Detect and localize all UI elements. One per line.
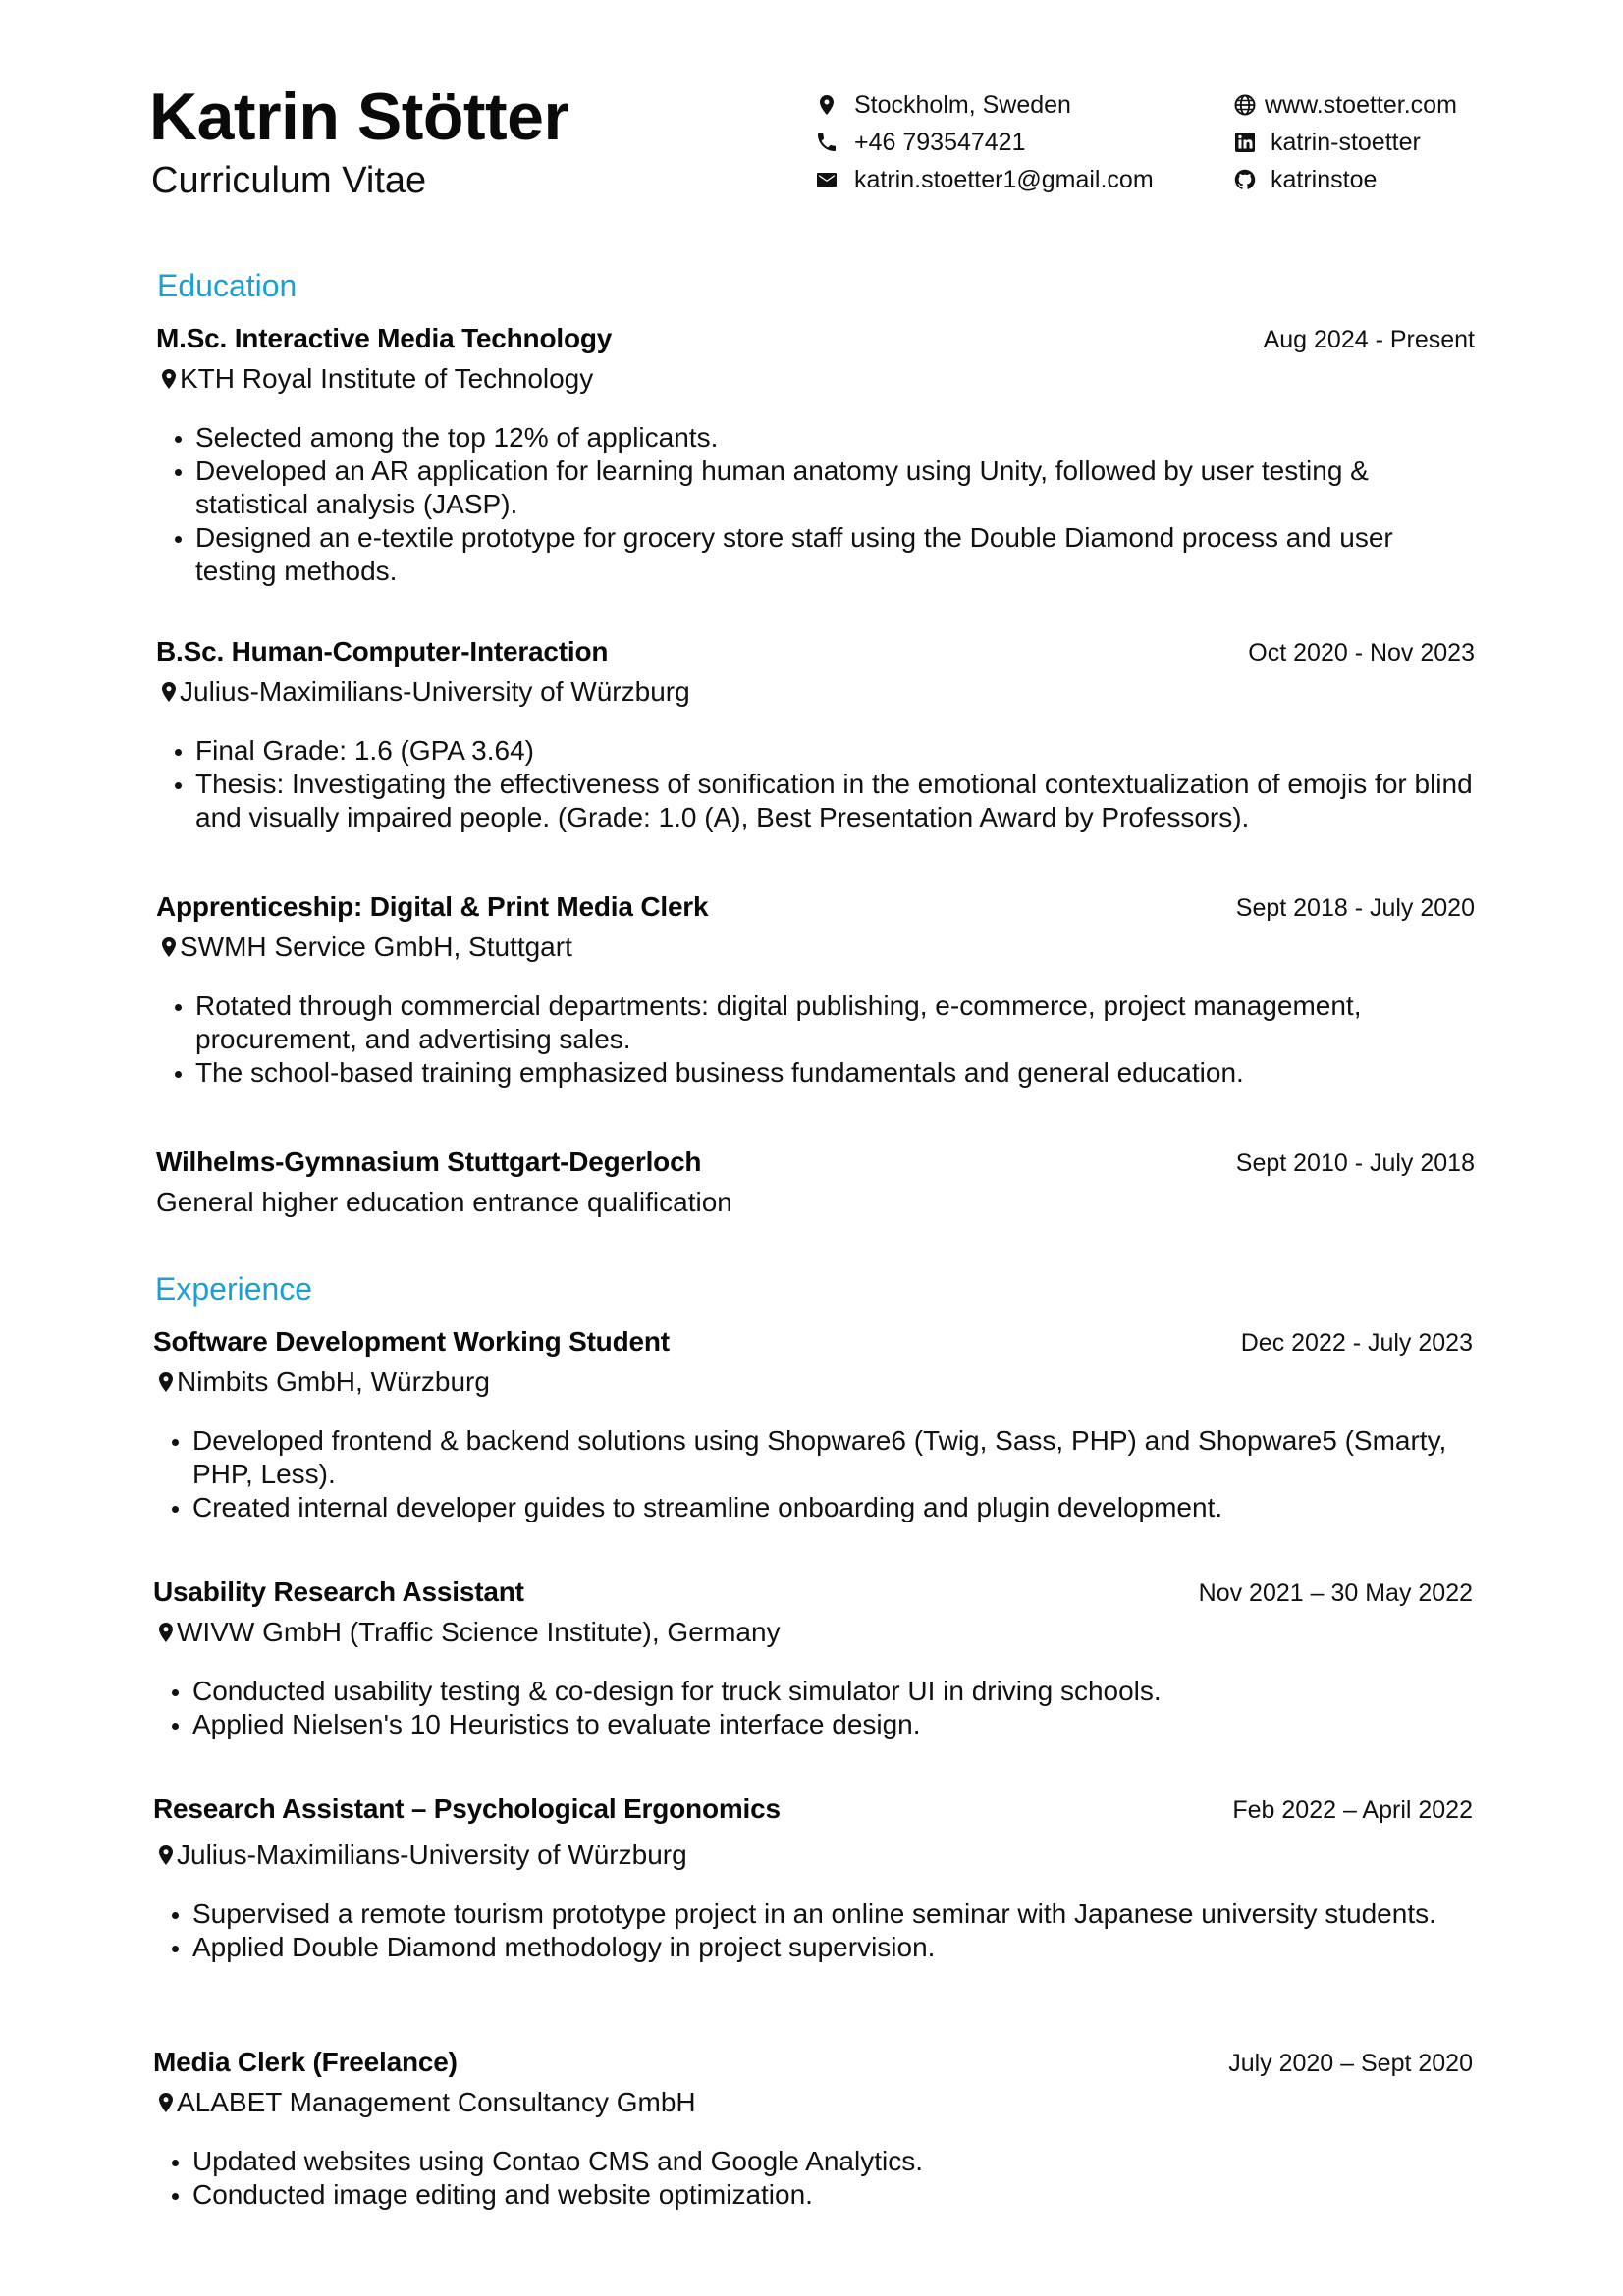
contact-location xyxy=(815,86,1154,124)
contact-github[interactable] xyxy=(1233,161,1457,198)
location-pin-icon xyxy=(157,1844,175,1866)
entry-location xyxy=(154,927,1475,968)
experience-entry xyxy=(151,1789,1473,1964)
list-item: • Created internal developer guides to streamline onboarding and plugin development. xyxy=(192,1491,1473,1524)
contact-email[interactable] xyxy=(815,161,1154,198)
entry-location xyxy=(151,2082,1473,2123)
list-item: • Applied Nielsen's 10 Heuristics to evaluate interface design. xyxy=(192,1708,1473,1741)
entry-location-text: Julius-Maximilians-University of Würzburg xyxy=(177,1840,687,1870)
experience-entry xyxy=(151,1322,1473,1524)
entry-location xyxy=(151,1362,1473,1403)
entry-header xyxy=(151,1573,1473,1612)
email-icon xyxy=(815,168,839,191)
contact-email-text: katrin.stoetter1@gmail.com xyxy=(854,165,1154,193)
entry-date: July 2020 – Sept 2020 xyxy=(1228,2050,1473,2077)
section-title-experience: Experience xyxy=(155,1271,313,1307)
entry-title: B.Sc. Human-Computer-Interaction xyxy=(156,636,609,667)
entry-location-text: KTH Royal Institute of Technology xyxy=(180,363,594,394)
entry-date: Nov 2021 – 30 May 2022 xyxy=(1198,1579,1473,1607)
entry-location-text: WIVW GmbH (Traffic Science Institute), Germany xyxy=(177,1617,781,1647)
list-item: • Rotated through commercial departments: digital publishing, e-commerce, project management, procurement, and advertising sales. xyxy=(195,989,1475,1056)
entry-title: Software Development Working Student xyxy=(153,1326,670,1357)
contact-website-text: www.stoetter.com xyxy=(1265,90,1457,119)
location-pin-icon xyxy=(160,681,178,703)
location-pin-icon xyxy=(157,2092,175,2113)
education-entry xyxy=(154,632,1475,834)
entry-date: Oct 2020 - Nov 2023 xyxy=(1248,639,1475,667)
entry-date: Dec 2022 - July 2023 xyxy=(1240,1329,1473,1357)
entry-header xyxy=(151,1789,1473,1829)
location-pin-icon xyxy=(157,1371,175,1393)
entry-date: Sept 2010 - July 2018 xyxy=(1235,1149,1475,1177)
entry-title: M.Sc. Interactive Media Technology xyxy=(156,323,613,353)
contact-location-text: Stockholm, Sweden xyxy=(854,90,1071,119)
entry-date: Aug 2024 - Present xyxy=(1263,326,1475,353)
phone-icon xyxy=(815,131,839,154)
entry-header xyxy=(151,1322,1473,1362)
entry-header xyxy=(154,632,1475,671)
cv-header xyxy=(149,79,1485,226)
list-item: • The school-based training emphasized business fundamentals and general education. xyxy=(195,1056,1475,1090)
location-pin-icon xyxy=(157,1622,175,1643)
list-item: • Developed frontend & backend solutions using Shopware6 (Twig, Sass, PHP) and Shopware5 (Smarty, PHP, Less). xyxy=(192,1424,1473,1491)
entry-location-text: SWMH Service GmbH, Stuttgart xyxy=(180,932,572,962)
contact-github-text: katrinstoe xyxy=(1271,165,1378,193)
entry-bullet-list xyxy=(151,1897,1473,1964)
entry-location xyxy=(151,1835,1473,1876)
list-item: • Developed an AR application for learning human anatomy using Unity, followed by user testing & statistical analysis (JASP). xyxy=(195,454,1475,521)
contact-website[interactable] xyxy=(1233,86,1457,124)
entry-bullet-list xyxy=(151,1424,1473,1524)
entry-title: Media Clerk (Freelance) xyxy=(153,2047,458,2077)
contact-column-right xyxy=(1233,86,1457,198)
location-pin-icon xyxy=(160,368,178,390)
entry-title: Usability Research Assistant xyxy=(153,1576,524,1607)
contact-phone-text: +46 793547421 xyxy=(854,128,1026,156)
list-item: • Conducted image editing and website optimization. xyxy=(192,2178,1473,2212)
list-item: • Supervised a remote tourism prototype project in an online seminar with Japanese university students. xyxy=(192,1897,1473,1931)
list-item: • Designed an e-textile prototype for grocery store staff using the Double Diamond process and user testing methods. xyxy=(195,521,1475,588)
list-item: • Conducted usability testing & co-design for truck simulator UI in driving schools. xyxy=(192,1675,1473,1708)
education-entry xyxy=(154,1143,1475,1223)
entry-header xyxy=(154,887,1475,927)
contact-phone[interactable] xyxy=(815,124,1154,161)
entry-bullet-list xyxy=(151,2145,1473,2212)
contact-linkedin[interactable] xyxy=(1233,124,1457,161)
person-name: Katrin Stötter xyxy=(149,80,569,154)
entry-location-text: Julius-Maximilians-University of Würzburg xyxy=(180,676,690,707)
entry-title: Research Assistant – Psychological Ergonomics xyxy=(153,1793,781,1824)
entry-subtitle: General higher education entrance qualification xyxy=(156,1187,732,1217)
contact-linkedin-text: katrin-stoetter xyxy=(1271,128,1421,156)
list-item: • Final Grade: 1.6 (GPA 3.64) xyxy=(195,734,1475,768)
section-title-education: Education xyxy=(157,268,298,303)
entry-location-text: ALABET Management Consultancy GmbH xyxy=(177,2087,696,2117)
location-pin-icon xyxy=(160,936,178,958)
entry-bullet-list xyxy=(154,421,1475,588)
list-item: • Selected among the top 12% of applicants. xyxy=(195,421,1475,454)
list-item: • Thesis: Investigating the effectiveness of sonification in the emotional contextualization of emojis for blind and visually impaired people. (Grade: 1.0 (A), Best Presentation Award by Professors). xyxy=(195,768,1475,834)
github-icon xyxy=(1233,168,1257,191)
globe-icon xyxy=(1233,93,1257,117)
entry-title: Apprenticeship: Digital & Print Media Clerk xyxy=(156,891,709,922)
experience-entry xyxy=(151,1573,1473,1741)
entry-location xyxy=(151,1612,1473,1653)
entry-header xyxy=(151,2043,1473,2082)
entry-header xyxy=(154,1143,1475,1182)
experience-entry xyxy=(151,2043,1473,2212)
entry-location xyxy=(154,671,1475,713)
entry-date: Sept 2018 - July 2020 xyxy=(1235,894,1475,922)
location-pin-icon xyxy=(815,93,839,117)
list-item: • Updated websites using Contao CMS and Google Analytics. xyxy=(192,2145,1473,2178)
entry-bullet-list xyxy=(151,1675,1473,1741)
entry-header xyxy=(154,319,1475,358)
entry-bullet-list xyxy=(154,734,1475,834)
education-entry xyxy=(154,887,1475,1090)
entry-bullet-list xyxy=(154,989,1475,1090)
education-entry xyxy=(154,319,1475,588)
entry-title: Wilhelms-Gymnasium Stuttgart-Degerloch xyxy=(156,1147,702,1177)
entry-location xyxy=(154,358,1475,400)
entry-location-text: Nimbits GmbH, Würzburg xyxy=(177,1366,490,1397)
linkedin-icon xyxy=(1233,131,1257,154)
contact-column-left xyxy=(815,86,1154,198)
entry-date: Feb 2022 – April 2022 xyxy=(1232,1796,1473,1824)
document-subtitle: Curriculum Vitae xyxy=(151,160,427,201)
list-item: • Applied Double Diamond methodology in project supervision. xyxy=(192,1931,1473,1964)
